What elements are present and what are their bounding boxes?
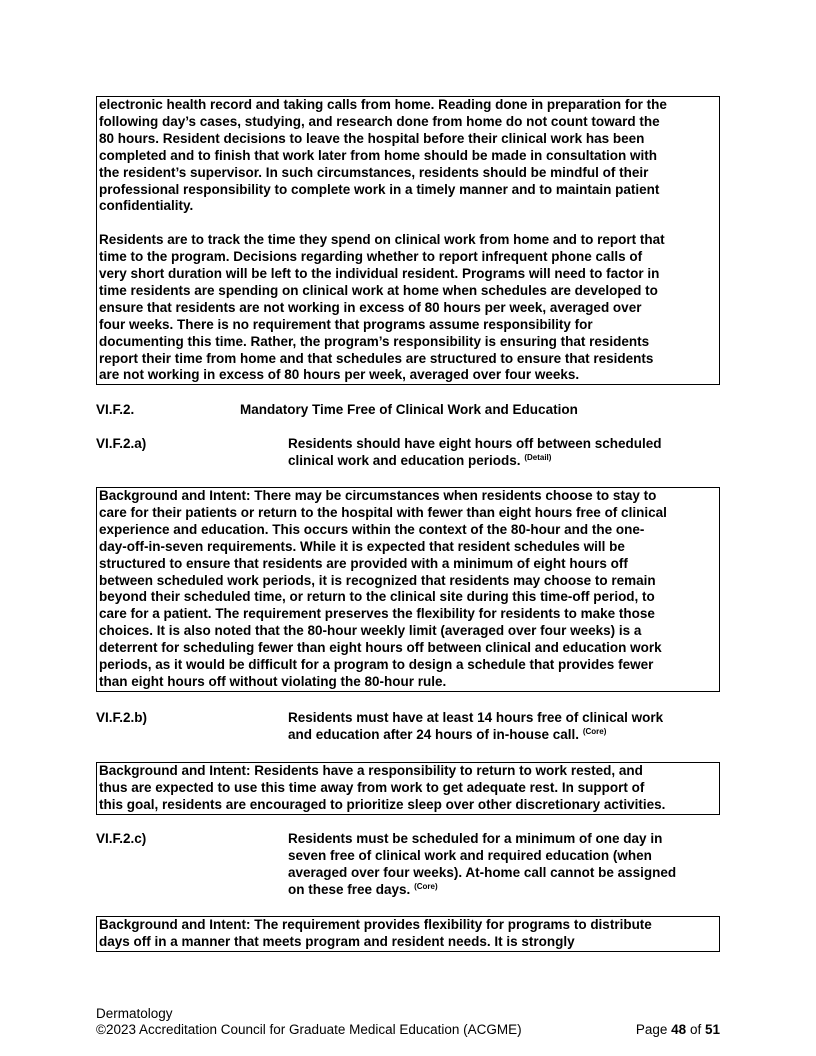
text-line: very short duration will be left to the individual resident. Programs will need to factor in	[99, 266, 660, 282]
text-line: day-off-in-seven requirements. While it is expected that resident schedules will be	[99, 538, 625, 554]
intent-box-eight-hours	[96, 487, 720, 692]
text-line: beyond their scheduled time, or return to the clinical site during this time-off period, to	[99, 589, 655, 605]
text-line: the resident’s supervisor. In such circumstances, residents should be mindful of their	[99, 164, 649, 180]
text-line: care for their patients or return to the hospital with fewer than eight hours free of clinical	[99, 504, 667, 520]
text-line: deterrent for scheduling fewer than eight hours off between clinical and education work	[99, 640, 662, 656]
text-line: clinical work and education periods.	[288, 452, 521, 468]
text-line: than eight hours off without violating the 80-hour rule.	[99, 673, 447, 689]
text-line: completed and to finish that work later from home should be made in consultation with	[99, 147, 658, 163]
text-line: Background and Intent: Residents have a responsibility to return to work rested, and	[99, 763, 643, 778]
text-line: electronic health record and taking calls from home. Reading done in preparation for the	[99, 97, 667, 112]
section-title: Mandatory Time Free of Clinical Work and Education	[240, 402, 578, 417]
text-line: 80 hours. Resident decisions to leave the hospital before their clinical work has been	[99, 130, 645, 146]
text-line: care for a patient. The requirement preserves the flexibility for residents to make those	[99, 606, 655, 622]
requirement-tag: (Core)	[582, 726, 607, 736]
text-line: Residents must be scheduled for a minimum of one day in	[288, 831, 663, 846]
requirement-id: VI.F.2.c)	[96, 831, 147, 846]
text-line: time residents are spending on clinical work at home when schedules are developed to	[99, 282, 658, 298]
footer-specialty: Dermatology	[96, 1006, 173, 1021]
text-line: ensure that residents are not working in excess of 80 hours per week, averaged over	[99, 299, 642, 315]
text-line: on these free days.	[288, 881, 411, 897]
intent-box-day-off	[96, 916, 720, 952]
text-line: between scheduled work periods, it is recognized that residents may choose to remain	[99, 572, 656, 588]
text-line: four weeks. There is no requirement that programs assume responsibility for	[99, 316, 593, 332]
requirement-text	[288, 831, 718, 899]
requirement-tag: (Detail)	[524, 452, 552, 462]
page-footer	[96, 1006, 720, 1038]
requirement-tag: (Core)	[414, 881, 438, 891]
text-line: choices. It is also noted that the 80-hour weekly limit (averaged over four weeks) is a	[99, 623, 642, 639]
text-line: Background and Intent: The requirement provides flexibility for programs to distribute	[99, 917, 652, 932]
text-line: time to the program. Decisions regarding whether to report infrequent phone calls of	[99, 249, 643, 265]
text-line: averaged over four weeks). At-home call cannot be assigned	[288, 864, 677, 880]
text-line: following day’s cases, studying, and research done from home do not count toward the	[99, 113, 660, 129]
text-line: confidentiality.	[99, 198, 194, 214]
requirement-text	[288, 436, 718, 470]
text-line: thus are expected to use this time away from work to get adequate rest. In support of	[99, 779, 645, 795]
text-line: days off in a manner that meets program and resident needs. It is strongly	[99, 933, 575, 949]
text-line: professional responsibility to complete work in a timely manner and to maintain patient	[99, 181, 660, 197]
text-line: Residents are to track the time they spend on clinical work from home and to report that	[99, 232, 665, 248]
text-line: are not working in excess of 80 hours per week, averaged over four weeks.	[99, 367, 580, 383]
requirement-id: VI.F.2.b)	[96, 710, 148, 725]
text-line: seven free of clinical work and required education (when	[288, 847, 652, 863]
requirement-text	[288, 710, 718, 744]
page-number: Page 48 of 51	[635, 1022, 720, 1037]
text-line: Residents should have eight hours off between scheduled	[288, 436, 662, 451]
text-line: experience and education. This occurs within the context of the 80-hour and the one-	[99, 521, 645, 537]
text-line: Residents must have at least 14 hours free of clinical work	[288, 710, 664, 725]
text-line: and education after 24 hours of in-house call.	[288, 726, 580, 742]
text-line: this goal, residents are encouraged to prioritize sleep over other discretionary activities.	[99, 796, 666, 812]
text-line: documenting this time. Rather, the program’s responsibility is ensuring that residents	[99, 333, 650, 349]
intent-box-home-work	[96, 96, 720, 385]
intent-box-fourteen-hours	[96, 762, 720, 815]
text-line: periods, as it would be difficult for a program to design a schedule that provides fewer	[99, 657, 654, 673]
text-line: report their time from home and that schedules are structured to ensure that residents	[99, 350, 654, 366]
section-id: VI.F.2.	[96, 402, 135, 417]
text-line: structured to ensure that residents are provided with a minimum of eight hours off	[99, 555, 628, 571]
text-line: Background and Intent: There may be circumstances when residents choose to stay to	[99, 488, 657, 503]
footer-copyright: ©2023 Accreditation Council for Graduate Medical Education (ACGME)	[96, 1022, 522, 1037]
requirement-id: VI.F.2.a)	[96, 436, 147, 451]
